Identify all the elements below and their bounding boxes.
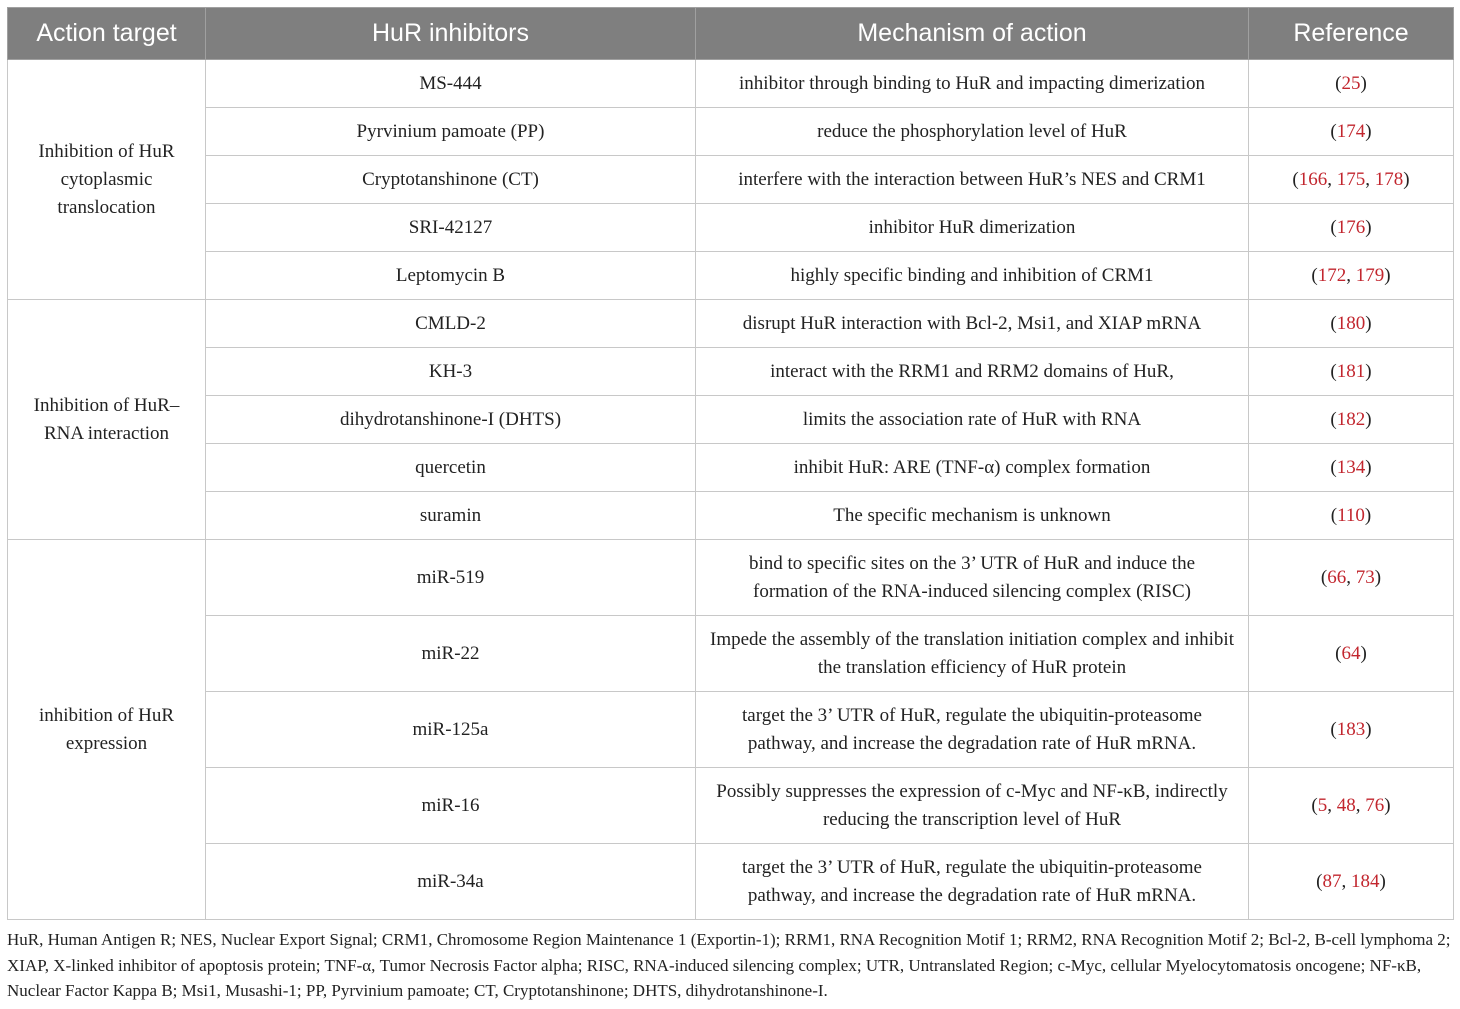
reference-link[interactable]: 66 (1327, 566, 1347, 588)
reference-link[interactable]: 87 (1322, 870, 1342, 892)
mechanism-cell: inhibitor HuR dimerization (696, 204, 1249, 252)
inhibitor-cell: dihydrotanshinone-I (DHTS) (206, 396, 696, 444)
reference-link[interactable]: 179 (1355, 264, 1385, 286)
reference-cell: (110) (1249, 492, 1454, 540)
reference-link[interactable]: 180 (1336, 312, 1366, 334)
reference-link[interactable]: 110 (1337, 504, 1365, 526)
action-target-cell: Inhibition of HuR–RNA interaction (8, 300, 206, 540)
action-target-cell: inhibition of HuR expression (8, 540, 206, 920)
reference-link[interactable]: 182 (1336, 408, 1366, 430)
reference-link[interactable]: 76 (1365, 794, 1385, 816)
reference-cell: (25) (1249, 60, 1454, 108)
inhibitor-cell: miR-519 (206, 540, 696, 616)
inhibitor-cell: SRI-42127 (206, 204, 696, 252)
table-row (8, 348, 1454, 396)
inhibitor-cell: Cryptotanshinone (CT) (206, 156, 696, 204)
reference-link[interactable]: 175 (1336, 168, 1366, 190)
mechanism-cell: Possibly suppresses the expression of c-Myc and NF-κB, indirectly reducing the transcription level of HuR (696, 768, 1249, 844)
reference-link[interactable]: 172 (1317, 264, 1347, 286)
reference-link[interactable]: 183 (1336, 718, 1366, 740)
table-row (8, 616, 1454, 692)
reference-link[interactable]: 25 (1341, 72, 1361, 94)
header-hur-inhibitors: HuR inhibitors (206, 8, 696, 60)
table-row (8, 492, 1454, 540)
mechanism-cell: interfere with the interaction between HuR’s NES and CRM1 (696, 156, 1249, 204)
inhibitor-cell: miR-125a (206, 692, 696, 768)
mechanism-cell: disrupt HuR interaction with Bcl-2, Msi1, and XIAP mRNA (696, 300, 1249, 348)
reference-cell: (182) (1249, 396, 1454, 444)
hur-inhibitors-table (7, 7, 1454, 920)
table-header (8, 8, 1454, 60)
inhibitor-cell: KH-3 (206, 348, 696, 396)
reference-link[interactable]: 176 (1336, 216, 1366, 238)
mechanism-cell: Impede the assembly of the translation initiation complex and inhibit the translation efficiency of HuR protein (696, 616, 1249, 692)
table-row (8, 540, 1454, 616)
mechanism-cell: inhibit HuR: ARE (TNF-α) complex formation (696, 444, 1249, 492)
inhibitor-cell: miR-22 (206, 616, 696, 692)
reference-cell: (87, 184) (1249, 844, 1454, 920)
table-row (8, 156, 1454, 204)
inhibitor-cell: miR-16 (206, 768, 696, 844)
mechanism-cell: target the 3’ UTR of HuR, regulate the ubiquitin-proteasome pathway, and increase the degradation rate of HuR mRNA. (696, 844, 1249, 920)
reference-link[interactable]: 64 (1341, 642, 1361, 664)
table-row (8, 300, 1454, 348)
reference-link[interactable]: 73 (1355, 566, 1375, 588)
mechanism-cell: inhibitor through binding to HuR and impacting dimerization (696, 60, 1249, 108)
reference-cell: (134) (1249, 444, 1454, 492)
reference-link[interactable]: 134 (1336, 456, 1366, 478)
header-action-target: Action target (8, 8, 206, 60)
table-row (8, 108, 1454, 156)
mechanism-cell: target the 3’ UTR of HuR, regulate the ubiquitin-proteasome pathway, and increase the degradation rate of HuR mRNA. (696, 692, 1249, 768)
inhibitor-cell: MS-444 (206, 60, 696, 108)
table-footnote: HuR, Human Antigen R; NES, Nuclear Export Signal; CRM1, Chromosome Region Maintenance 1 (Exportin-1); RRM1, RNA Recognition Motif 1; RRM2, RNA Recognition Motif 2; Bcl-2, B-cell lymphoma 2; XIAP, X-linked inhibitor of apoptosis protein; TNF-α, Tumor Necrosis Factor alpha; RISC, RNA-induced silencing complex; UTR, Untranslated Region; c-Myc, cellular Myelocytomatosis oncogene; NF-κB, Nuclear Factor Kappa B; Msi1, Musashi-1; PP, Pyrvinium pamoate; CT, Cryptotanshinone; DHTS, dihydrotanshinone-I. (7, 930, 1451, 1000)
table-row (8, 60, 1454, 108)
reference-cell: (183) (1249, 692, 1454, 768)
table-row (8, 444, 1454, 492)
reference-cell: (180) (1249, 300, 1454, 348)
inhibitor-table-container (7, 7, 1453, 920)
mechanism-cell: The specific mechanism is unknown (696, 492, 1249, 540)
mechanism-cell: highly specific binding and inhibition of CRM1 (696, 252, 1249, 300)
reference-cell: (64) (1249, 616, 1454, 692)
mechanism-cell: interact with the RRM1 and RRM2 domains of HuR, (696, 348, 1249, 396)
inhibitor-cell: Leptomycin B (206, 252, 696, 300)
mechanism-cell: limits the association rate of HuR with RNA (696, 396, 1249, 444)
reference-cell: (172, 179) (1249, 252, 1454, 300)
inhibitor-cell: quercetin (206, 444, 696, 492)
inhibitor-cell: miR-34a (206, 844, 696, 920)
reference-link[interactable]: 48 (1336, 794, 1356, 816)
inhibitor-cell: CMLD-2 (206, 300, 696, 348)
reference-link[interactable]: 174 (1336, 120, 1366, 142)
reference-cell: (174) (1249, 108, 1454, 156)
action-target-cell: Inhibition of HuR cytoplasmic translocation (8, 60, 206, 300)
header-reference: Reference (1249, 8, 1454, 60)
reference-link[interactable]: 184 (1351, 870, 1380, 892)
table-row (8, 396, 1454, 444)
mechanism-cell: reduce the phosphorylation level of HuR (696, 108, 1249, 156)
reference-link[interactable]: 5 (1317, 794, 1328, 816)
reference-cell: (66, 73) (1249, 540, 1454, 616)
reference-cell: (5, 48, 76) (1249, 768, 1454, 844)
table-row (8, 252, 1454, 300)
inhibitor-cell: suramin (206, 492, 696, 540)
header-mechanism: Mechanism of action (696, 8, 1249, 60)
mechanism-cell: bind to specific sites on the 3’ UTR of HuR and induce the formation of the RNA-induced silencing complex (RISC) (696, 540, 1249, 616)
inhibitor-cell: Pyrvinium pamoate (PP) (206, 108, 696, 156)
table-row (8, 768, 1454, 844)
reference-cell: (176) (1249, 204, 1454, 252)
table-row (8, 844, 1454, 920)
reference-cell: (166, 175, 178) (1249, 156, 1454, 204)
reference-link[interactable]: 178 (1374, 168, 1404, 190)
table-row (8, 204, 1454, 252)
table-row (8, 692, 1454, 768)
table-body (8, 60, 1454, 920)
reference-link[interactable]: 166 (1298, 168, 1328, 190)
header-row (8, 8, 1454, 60)
reference-link[interactable]: 181 (1336, 360, 1366, 382)
reference-cell: (181) (1249, 348, 1454, 396)
